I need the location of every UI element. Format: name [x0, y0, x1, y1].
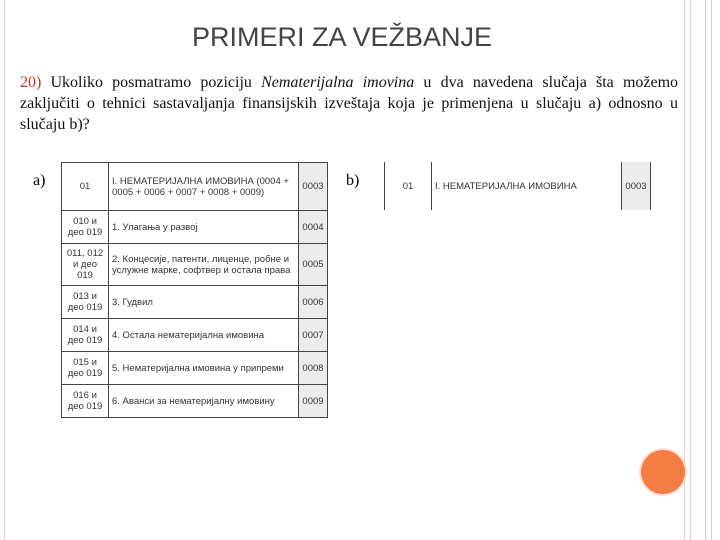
- table-row: [62, 385, 328, 418]
- question-italic-term: Nematerijalna imovina: [261, 74, 415, 91]
- account-cell: 015 и део 019: [62, 352, 109, 385]
- case-a-label: a): [33, 172, 46, 189]
- right-decoration-inner-bar: [690, 0, 706, 540]
- account-cell: 01: [385, 162, 432, 210]
- slide-title: PRIMERI ZA VEŽBANJE: [191, 22, 493, 52]
- question-text: [20, 72, 678, 135]
- aop-cell: 0006: [299, 286, 328, 319]
- position-name-cell: 3. Гудвил: [109, 286, 299, 319]
- account-cell: 016 и део 019: [62, 385, 109, 418]
- table-row: [62, 244, 328, 286]
- position-name-cell: I. НЕМАТЕРИЈАЛНА ИМОВИНА (0004 + 0005 + 0006 + 0007 + 0008 + 0009): [109, 163, 299, 211]
- question-part2: u dva navedena slučaja šta možemo zaključiti o tehnici sastavaljanja finansijskih izveštaja koja je primenjena u slučaju a) odnosno u slučaju b)?: [20, 74, 679, 133]
- aop-cell: 0007: [299, 319, 328, 352]
- question-part1: Ukoliko posmatramo poziciju: [50, 74, 252, 91]
- position-name-cell: 1. Улагања у развој: [109, 211, 299, 244]
- aop-cell: 0003: [622, 162, 651, 210]
- orange-circle-decoration: [641, 450, 685, 494]
- case-b-table: [384, 162, 651, 210]
- table-row: [62, 211, 328, 244]
- position-name-cell: I. НЕМАТЕРИЈАЛНА ИМОВИНА: [432, 162, 622, 210]
- case-b-label: b): [346, 172, 360, 189]
- aop-cell: 0005: [299, 244, 328, 286]
- account-cell: 01: [62, 163, 109, 211]
- position-name-cell: 5. Нематеријална имовина у припреми: [109, 352, 299, 385]
- position-name-cell: 4. Остала нематеријална имовина: [109, 319, 299, 352]
- account-cell: 010 и део 019: [62, 211, 109, 244]
- case-a-table: [61, 162, 328, 418]
- account-cell: 014 и део 019: [62, 319, 109, 352]
- aop-cell: 0004: [299, 211, 328, 244]
- table-row: [62, 319, 328, 352]
- account-cell: 011, 012 и део 019: [62, 244, 109, 286]
- table-row: [62, 286, 328, 319]
- account-cell: 013 и део 019: [62, 286, 109, 319]
- position-name-cell: 6. Аванси за нематеријалну имовину: [109, 385, 299, 418]
- table-row: [62, 352, 328, 385]
- question-number: 20): [20, 74, 42, 91]
- position-name-cell: 2. Концесије, патенти, лиценце, робне и услужне марке, софтвер и остала права: [109, 244, 299, 286]
- aop-cell: 0009: [299, 385, 328, 418]
- table-row: [62, 163, 328, 211]
- aop-cell: 0008: [299, 352, 328, 385]
- aop-cell: 0003: [299, 163, 328, 211]
- table-row: [385, 162, 651, 210]
